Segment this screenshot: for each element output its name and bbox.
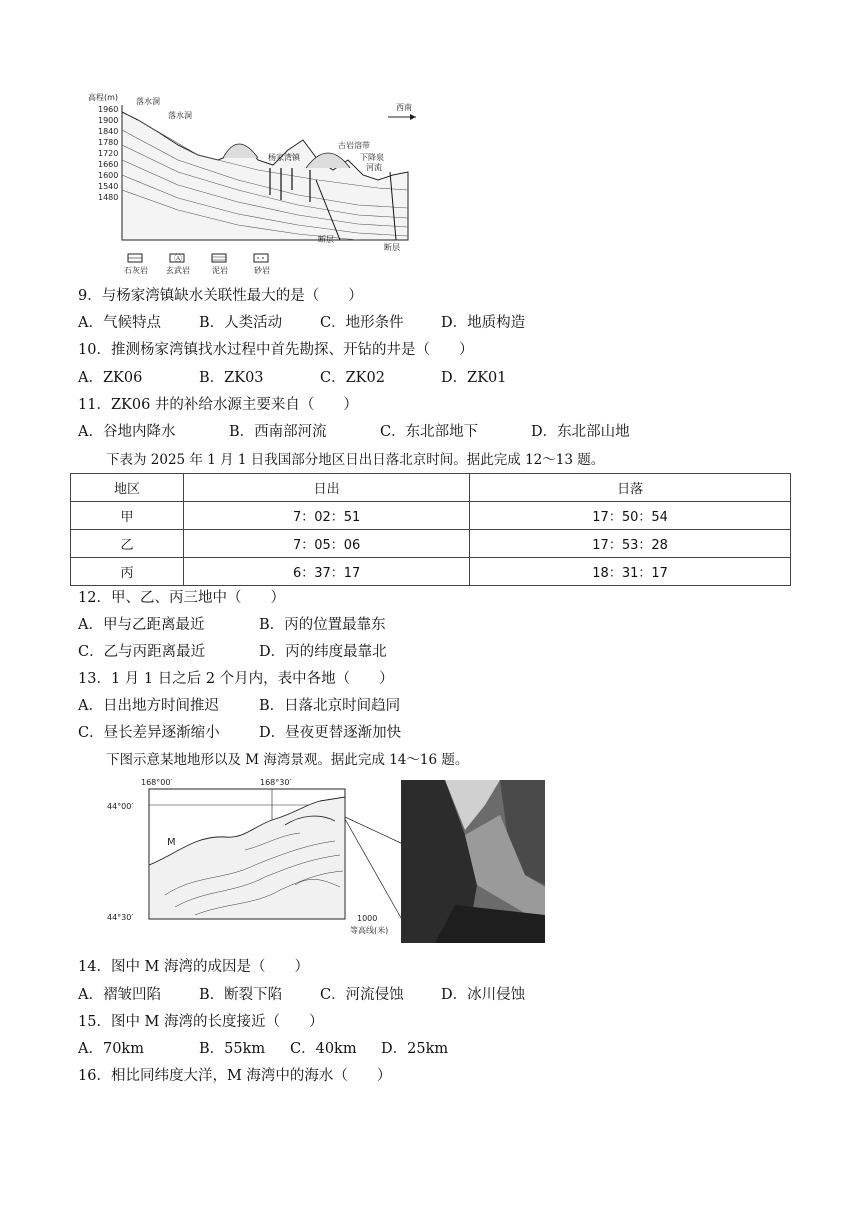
fault-label-2: 断层 bbox=[384, 243, 400, 252]
fjord-photo bbox=[401, 780, 545, 943]
elevation-tick-label: 1900 bbox=[98, 116, 119, 125]
cell-region: 甲 bbox=[71, 502, 184, 530]
svg-text:Ⓐ: Ⓐ bbox=[174, 254, 182, 263]
q15-option-a[interactable]: A．70km bbox=[78, 1041, 144, 1057]
contour-legend: 等高线(米) bbox=[350, 926, 389, 935]
header-region: 地区 bbox=[71, 474, 184, 502]
cell-sunrise: 7：05：06 bbox=[184, 530, 470, 558]
elevation-tick-label: 1840 bbox=[98, 127, 119, 136]
cell-region: 丙 bbox=[71, 558, 184, 586]
legend-basalt: 玄武岩 bbox=[166, 266, 190, 275]
q9-option-a[interactable]: A．气候特点 bbox=[78, 315, 161, 331]
q9-option-c[interactable]: C．地形条件 bbox=[320, 315, 404, 331]
spring-label: 下降泉 bbox=[360, 153, 384, 162]
question-15-stem: 15．图中 M 海湾的长度接近（ ） bbox=[78, 1014, 324, 1030]
q12-option-d[interactable]: D．丙的纬度最靠北 bbox=[259, 644, 387, 660]
q12-option-c[interactable]: C．乙与丙距离最近 bbox=[78, 644, 206, 660]
q13-option-a[interactable]: A．日出地方时间推迟 bbox=[78, 698, 219, 714]
fault-label-1: 断层 bbox=[318, 235, 334, 244]
cell-sunset: 17：53：28 bbox=[470, 530, 791, 558]
sinkhole-label-1: 落水洞 bbox=[136, 97, 160, 106]
question-16-stem: 16．相比同纬度大洋，M 海湾中的海水（ ） bbox=[78, 1068, 392, 1084]
lon-label-2: 168°30′ bbox=[260, 778, 292, 787]
q14-option-a[interactable]: A．褶皱凹陷 bbox=[78, 987, 161, 1003]
river-label: 河流 bbox=[366, 163, 382, 172]
q12-option-a[interactable]: A．甲与乙距离最近 bbox=[78, 617, 205, 633]
table-header-row bbox=[71, 474, 791, 502]
elevation-tick-label: 1540 bbox=[98, 182, 119, 191]
question-11-stem: 11．ZK06 井的补给水源主要来自（ ） bbox=[78, 397, 358, 413]
cell-sunrise: 6：37：17 bbox=[184, 558, 470, 586]
q11-option-a[interactable]: A．谷地内降水 bbox=[78, 424, 176, 440]
fjord-map-figure bbox=[105, 775, 555, 945]
elevation-tick-label: 1960 bbox=[98, 105, 119, 114]
q12-option-b[interactable]: B．丙的位置最靠东 bbox=[259, 617, 386, 633]
q10-option-d[interactable]: D．ZK01 bbox=[441, 370, 507, 386]
q9-option-d[interactable]: D．地质构造 bbox=[441, 315, 526, 331]
elevation-tick-label: 1600 bbox=[98, 171, 119, 180]
geologic-cross-section-figure bbox=[78, 90, 418, 275]
cell-region: 乙 bbox=[71, 530, 184, 558]
direction-label: 西南 bbox=[396, 103, 412, 112]
question-9-stem: 9．与杨家湾镇缺水关联性最大的是（ ） bbox=[78, 288, 363, 304]
question-10-stem: 10．推测杨家湾镇找水过程中首先勘探、开钻的井是（ ） bbox=[78, 342, 474, 358]
q11-option-c[interactable]: C．东北部地下 bbox=[380, 424, 479, 440]
lat-label-2: 44°30′ bbox=[107, 913, 134, 922]
intro-14-16: 下图示意某地地形以及 M 海湾景观。据此完成 14～16 题。 bbox=[106, 752, 469, 768]
header-sunrise: 日出 bbox=[184, 474, 470, 502]
elevation-tick-label: 1780 bbox=[98, 138, 119, 147]
q10-option-c[interactable]: C．ZK02 bbox=[320, 370, 385, 386]
elevation-axis-label: 高程(m) bbox=[88, 93, 119, 102]
cell-sunset: 17：50：54 bbox=[470, 502, 791, 530]
q14-option-b[interactable]: B．断裂下陷 bbox=[199, 987, 283, 1003]
header-sunset: 日落 bbox=[470, 474, 791, 502]
intro-12-13: 下表为 2025 年 1 月 1 日我国部分地区日出日落北京时间。据此完成 12～13 题。 bbox=[106, 452, 605, 468]
q10-option-b[interactable]: B．ZK03 bbox=[199, 370, 264, 386]
q9-option-b[interactable]: B．人类活动 bbox=[199, 315, 283, 331]
table-row bbox=[71, 558, 791, 586]
contour-value: 1000 bbox=[357, 914, 378, 923]
table-row bbox=[71, 502, 791, 530]
question-14-stem: 14．图中 M 海湾的成因是（ ） bbox=[78, 959, 310, 975]
legend bbox=[124, 254, 270, 275]
q15-option-c[interactable]: C．40km bbox=[290, 1041, 357, 1057]
lat-label-1: 44°00′ bbox=[107, 802, 134, 811]
q14-option-c[interactable]: C．河流侵蚀 bbox=[320, 987, 404, 1003]
q13-option-c[interactable]: C．昼长差异逐渐缩小 bbox=[78, 725, 220, 741]
legend-mudstone: 泥岩 bbox=[212, 266, 228, 275]
cell-sunrise: 7：02：51 bbox=[184, 502, 470, 530]
elevation-tick-label: 1480 bbox=[98, 193, 119, 202]
q13-option-b[interactable]: B．日落北京时间趋同 bbox=[259, 698, 401, 714]
legend-sandstone: 砂岩 bbox=[254, 266, 270, 275]
question-13-stem: 13．1 月 1 日之后 2 个月内，表中各地（ ） bbox=[78, 671, 394, 687]
sunrise-sunset-table bbox=[70, 473, 791, 586]
ancient-karst-label: 古岩溶带 bbox=[338, 141, 370, 150]
q11-option-b[interactable]: B．西南部河流 bbox=[229, 424, 327, 440]
sinkhole-label-2: 落水洞 bbox=[168, 111, 192, 120]
q15-option-b[interactable]: B．55km bbox=[199, 1041, 266, 1057]
q11-option-d[interactable]: D．东北部山地 bbox=[531, 424, 630, 440]
elevation-tick-label: 1660 bbox=[98, 160, 119, 169]
q15-option-d[interactable]: D．25km bbox=[381, 1041, 449, 1057]
lon-label-1: 168°00′ bbox=[141, 778, 173, 787]
q14-option-d[interactable]: D．冰川侵蚀 bbox=[441, 987, 526, 1003]
q13-option-d[interactable]: D．昼夜更替逐渐加快 bbox=[259, 725, 402, 741]
question-12-stem: 12．甲、乙、丙三地中（ ） bbox=[78, 590, 285, 606]
legend-limestone: 石灰岩 bbox=[124, 266, 148, 275]
map-m-label: M bbox=[167, 837, 176, 848]
table-row bbox=[71, 530, 791, 558]
q10-option-a[interactable]: A．ZK06 bbox=[78, 370, 143, 386]
elevation-tick-label: 1720 bbox=[98, 149, 119, 158]
town-label: 杨家湾镇 bbox=[268, 153, 300, 162]
cell-sunset: 18：31：17 bbox=[470, 558, 791, 586]
